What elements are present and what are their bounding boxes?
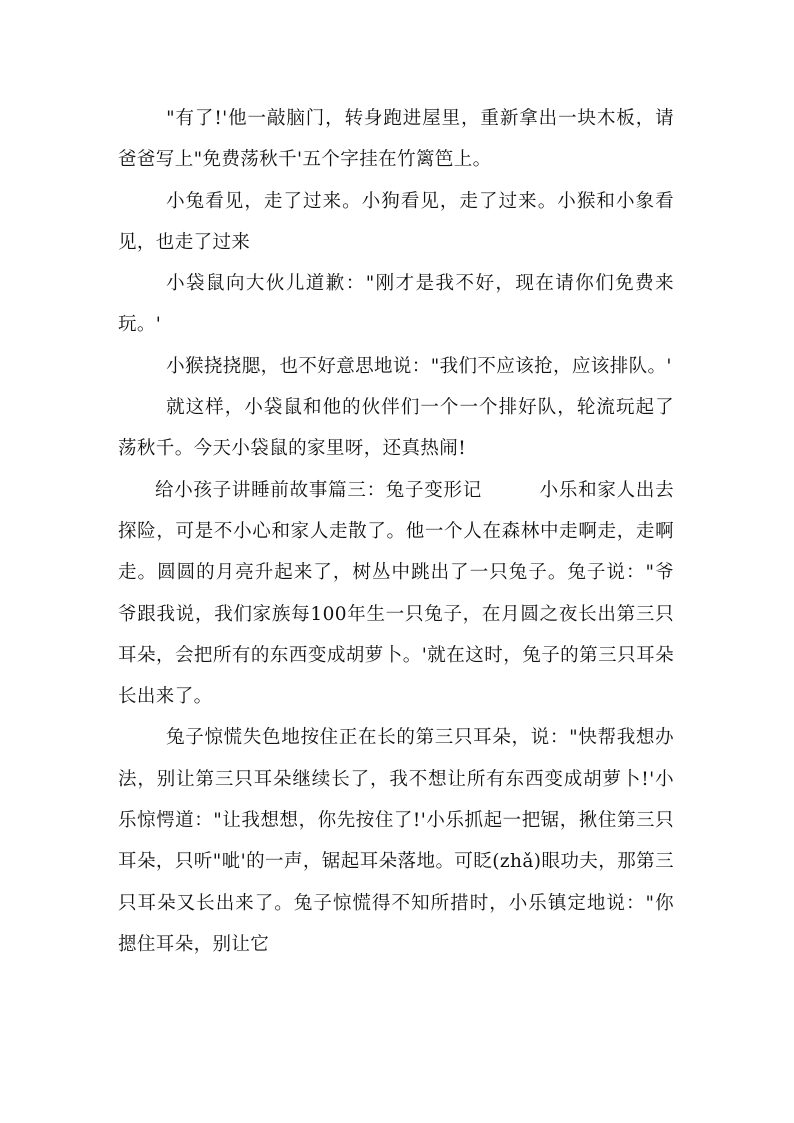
- paragraph: [118, 181, 674, 264]
- paragraph-text: 给小孩子讲睡前故事篇三：兔子变形记 小乐和家人出去探险，可是不小心和家人走散了。他一个人在森林中走啊走，走啊走。圆圆的月亮升起来了，树丛中跳出了一只兔子。兔子说："爷爷跟我说，我们家族每100年生一只兔子，在月圆之夜长出第三只耳朵，会把所有的东西变成胡萝卜。'就在这时，兔子的第三只耳朵长出来了。: [118, 479, 674, 708]
- paragraph: [118, 717, 674, 965]
- paragraph: [118, 387, 674, 470]
- paragraph-text: 就这样，小袋鼠和他的伙伴们一个一个排好队，轮流玩起了荡秋千。今天小袋鼠的家里呀，还真热闹!: [118, 397, 674, 460]
- paragraph: [118, 98, 674, 181]
- story-text: [118, 98, 674, 965]
- section-heading-paragraph: [118, 470, 674, 718]
- paragraph-text: 兔子惊慌失色地按住正在长的第三只耳朵，说："快帮我想办法，别让第三只耳朵继续长了，我不想让所有东西变成胡萝卜!'小乐惊愕道："让我想想，你先按住了!'小乐抓起一把锯，揪住第三只耳朵，只听"呲'的一声，锯起耳朵落地。可眨(zhǎ)眼功夫，那第三只耳朵又长出来了。兔子惊慌得不知所措时，小乐镇定地说："你摁住耳朵，别让它: [118, 727, 674, 955]
- paragraph-text: "有了!'他一敲脑门，转身跑进屋里，重新拿出一块木板，请爸爸写上"免费荡秋千'五个字挂在竹篱笆上。: [118, 108, 674, 171]
- paragraph-text: 小猴挠挠腮，也不好意思地说："我们不应该抢，应该排队。': [166, 355, 672, 377]
- paragraph-text: 小兔看见，走了过来。小狗看见，走了过来。小猴和小象看见，也走了过来: [118, 190, 674, 253]
- paragraph: [118, 263, 674, 346]
- paragraph: [118, 346, 674, 387]
- paragraph-text: 小袋鼠向大伙儿道歉："刚才是我不好，现在请你们免费来玩。': [118, 273, 674, 336]
